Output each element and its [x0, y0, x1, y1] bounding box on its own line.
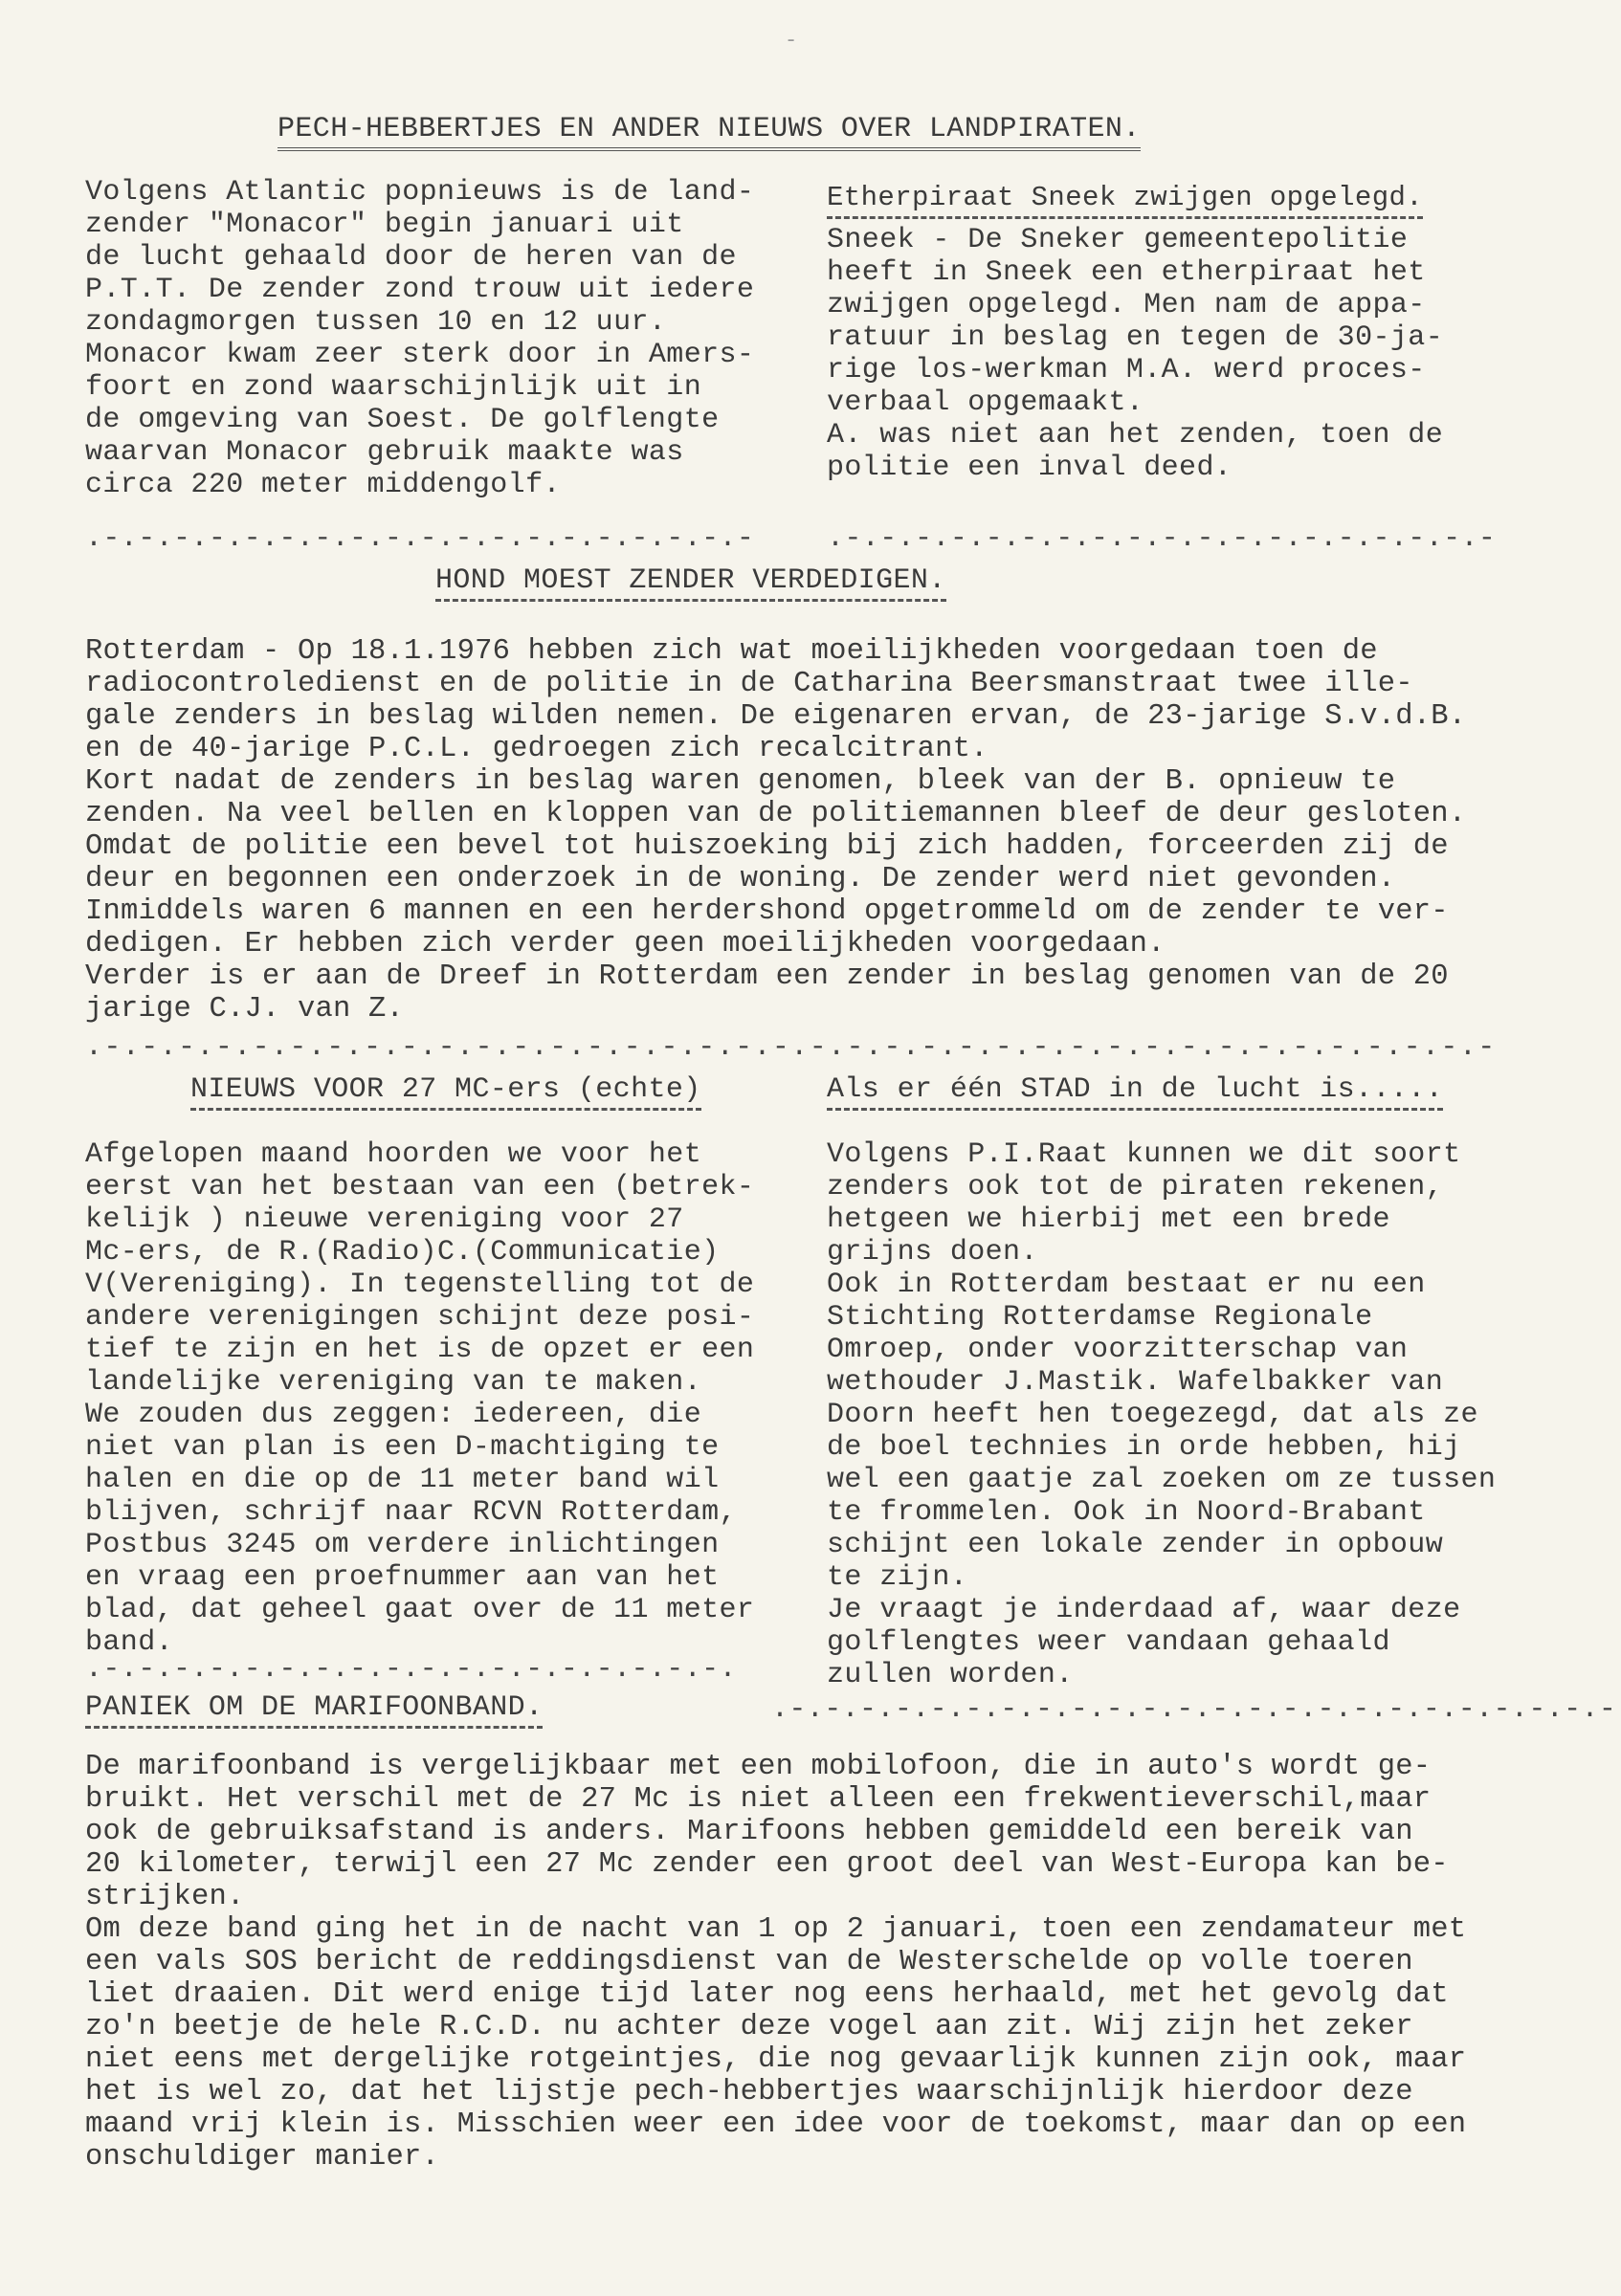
- text-line: De marifoonband is vergelijkbaar met een mobilofoon, die in auto's wordt ge-: [85, 1751, 1432, 1783]
- text-line: dedigen. Er hebben zich verder geen moeilijkheden voorgedaan.: [85, 928, 1166, 960]
- page-mark: -: [785, 29, 798, 53]
- text-line: waarvan Monacor gebruik maakte was: [85, 436, 684, 469]
- text-line: en vraag een proefnummer aan van het: [85, 1561, 720, 1594]
- text-line: band.: [85, 1626, 174, 1659]
- text-line: ook de gebruiksafstand is anders. Marifoons hebben gemiddeld een bereik van: [85, 1816, 1413, 1848]
- text-line: zwijgen opgelegd. Men nam de appa-: [827, 289, 1426, 321]
- text-line: Volgens P.I.Raat kunnen we dit soort: [827, 1138, 1461, 1171]
- text-line: Mc-ers, de R.(Radio)C.(Communicatie): [85, 1236, 720, 1269]
- text-line: P.T.T. De zender zond trouw uit iedere: [85, 274, 755, 306]
- text-line: hetgeen we hierbij met een brede: [827, 1203, 1390, 1236]
- text-line: rige los-werkman M.A. werd proces-: [827, 354, 1426, 386]
- text-line: halen en die op de 11 meter band wil: [85, 1464, 720, 1496]
- text-line: verbaal opgemaakt.: [827, 386, 1144, 419]
- article-stad-heading: Als er één STAD in de lucht is.....: [827, 1073, 1443, 1111]
- article-marifoon-heading: PANIEK OM DE MARIFOONBAND.: [85, 1691, 543, 1729]
- page-title: PECH-HEBBERTJES EN ANDER NIEUWS OVER LANDPIRATEN.: [278, 113, 1141, 151]
- text-line: Ook in Rotterdam bestaat er nu een: [827, 1269, 1426, 1301]
- separator: .-.-.-.-.-.-.-.-.-.-.-.-.-.-.-.-.-.-.-.-.-.-.-.-: [771, 1693, 1617, 1726]
- article-marifoon: [85, 1751, 1466, 2174]
- text-line: deur en begonnen een onderzoek in de woning. De zender werd niet gevonden.: [85, 863, 1396, 895]
- text-line: Stichting Rotterdamse Regionale: [827, 1301, 1373, 1334]
- text-line: strijken.: [85, 1881, 245, 1913]
- text-line: andere verenigingen schijnt deze posi-: [85, 1301, 755, 1334]
- text-line: zullen worden.: [827, 1659, 1074, 1691]
- text-line: Afgelopen maand hoorden we voor het: [85, 1138, 702, 1171]
- text-line: heeft in Sneek een etherpiraat het: [827, 256, 1426, 289]
- text-line: te frommelen. Ook in Noord-Brabant: [827, 1496, 1426, 1529]
- separator: .-.-.-.-.-.-.-.-.-.-.-.-.-.-.-.-.-.-.-.-.-.-.-.-.-.-.-.-.-.-.-.-.-.-.-.-.-.-: [85, 1031, 1497, 1064]
- text-line: Kort nadat de zenders in beslag waren genomen, bleek van der B. opnieuw te: [85, 765, 1396, 798]
- text-line: eerst van het bestaan van een (betrek-: [85, 1171, 755, 1203]
- text-line: zender "Monacor" begin januari uit: [85, 209, 684, 241]
- text-line: liet draaien. Dit werd enige tijd later nog eens herhaald, met het gevolg dat: [85, 1978, 1449, 2011]
- article-27mc-heading: NIEUWS VOOR 27 MC-ers (echte): [190, 1073, 701, 1111]
- article-sneek-heading: Etherpiraat Sneek zwijgen opgelegd.: [827, 182, 1423, 219]
- article-27mc: [85, 1138, 754, 1659]
- text-line: We zouden dus zeggen: iedereen, die: [85, 1399, 702, 1431]
- text-line: zo'n beetje de hele R.C.D. nu achter deze vogel aan zit. Wij zijn het zeker: [85, 2011, 1413, 2043]
- text-line: Om deze band ging het in de nacht van 1 op 2 januari, toen een zendamateur met: [85, 1913, 1467, 1946]
- text-line: circa 220 meter middengolf.: [85, 469, 561, 501]
- text-line: de boel technies in orde hebben, hij: [827, 1431, 1461, 1464]
- text-line: gale zenders in beslag wilden nemen. De eigenaren ervan, de 23-jarige S.v.d.B.: [85, 700, 1467, 733]
- text-line: Doorn heeft hen toegezegd, dat als ze: [827, 1399, 1478, 1431]
- text-line: zenden. Na veel bellen en kloppen van de politiemannen bleef de deur gesloten.: [85, 798, 1467, 830]
- text-line: Omdat de politie een bevel tot huiszoeking bij zich hadden, forceerden zij de: [85, 830, 1449, 863]
- text-line: maand vrij klein is. Misschien weer een idee voor de toekomst, maar dan op een: [85, 2108, 1467, 2141]
- text-line: Verder is er aan de Dreef in Rotterdam een zender in beslag genomen van de 20: [85, 960, 1449, 993]
- text-line: Rotterdam - Op 18.1.1976 hebben zich wat moeilijkheden voorgedaan toen de: [85, 635, 1378, 668]
- text-line: onschuldiger manier.: [85, 2141, 440, 2174]
- text-line: wethouder J.Mastik. Wafelbakker van: [827, 1366, 1444, 1399]
- text-line: tief te zijn en het is de opzet er een: [85, 1334, 755, 1366]
- text-line: niet eens met dergelijke rotgeintjes, die nog gevaarlijk kunnen zijn ook, maar: [85, 2043, 1467, 2076]
- article-sneek: [827, 224, 1443, 484]
- text-line: een vals SOS bericht de reddingsdienst van de Westerschelde op volle toeren: [85, 1946, 1413, 1978]
- text-line: jarige C.J. van Z.: [85, 993, 405, 1026]
- text-line: wel een gaatje zal zoeken om ze tussen: [827, 1464, 1497, 1496]
- text-line: zondagmorgen tussen 10 en 12 uur.: [85, 306, 667, 339]
- text-line: Inmiddels waren 6 mannen en een herdershond opgetrommeld om de zender te ver-: [85, 895, 1449, 928]
- text-line: bruikt. Het verschil met de 27 Mc is niet alleen een frekwentieverschil,maar: [85, 1783, 1432, 1816]
- text-line: te zijn.: [827, 1561, 968, 1594]
- text-line: politie een inval deed.: [827, 452, 1232, 484]
- article-monacor: [85, 176, 754, 501]
- text-line: Postbus 3245 om verdere inlichtingen: [85, 1529, 720, 1561]
- text-line: Sneek - De Sneker gemeentepolitie: [827, 224, 1409, 256]
- separator: .-.-.-.-.-.-.-.-.-.-.-.-.-.-.-.-.-.-.-: [85, 522, 755, 555]
- text-line: foort en zond waarschijnlijk uit in: [85, 371, 702, 404]
- article-hond-heading: HOND MOEST ZENDER VERDEDIGEN.: [435, 564, 946, 602]
- text-line: Volgens Atlantic popnieuws is de land-: [85, 176, 755, 209]
- text-line: 20 kilometer, terwijl een 27 Mc zender een groot deel van West-Europa kan be-: [85, 1848, 1449, 1881]
- text-line: A. was niet aan het zenden, toen de: [827, 419, 1444, 452]
- text-line: blijven, schrijf naar RCVN Rotterdam,: [85, 1496, 737, 1529]
- text-line: en de 40-jarige P.C.L. gedroegen zich recalcitrant.: [85, 733, 988, 765]
- text-line: golflengtes weer vandaan gehaald: [827, 1626, 1390, 1659]
- text-line: de omgeving van Soest. De golflengte: [85, 404, 720, 436]
- text-line: V(Vereniging). In tegenstelling tot de: [85, 1269, 755, 1301]
- text-line: Omroep, onder voorzitterschap van: [827, 1334, 1409, 1366]
- text-line: zenders ook tot de piraten rekenen,: [827, 1171, 1444, 1203]
- text-line: Je vraagt je inderdaad af, waar deze: [827, 1594, 1461, 1626]
- text-line: de lucht gehaald door de heren van de: [85, 241, 737, 274]
- text-line: radiocontroledienst en de politie in de Catharina Beersmanstraat twee ille-: [85, 668, 1413, 700]
- text-line: het is wel zo, dat het lijstje pech-hebbertjes waarschijnlijk hierdoor deze: [85, 2076, 1413, 2108]
- text-line: Monacor kwam zeer sterk door in Amers-: [85, 339, 755, 371]
- article-hond: [85, 635, 1466, 1026]
- text-line: ratuur in beslag en tegen de 30-ja-: [827, 321, 1444, 354]
- text-line: niet van plan is een D-machtiging te: [85, 1431, 720, 1464]
- text-line: blad, dat geheel gaat over de 11 meter: [85, 1594, 755, 1626]
- article-stad: [827, 1138, 1496, 1691]
- text-line: kelijk ) nieuwe vereniging voor 27: [85, 1203, 684, 1236]
- separator: .-.-.-.-.-.-.-.-.-.-.-.-.-.-.-.-.-.-.-: [827, 522, 1497, 555]
- text-line: grijns doen.: [827, 1236, 1038, 1269]
- separator: .-.-.-.-.-.-.-.-.-.-.-.-.-.-.-.-.-.-.: [85, 1653, 737, 1686]
- text-line: landelijke vereniging van te maken.: [85, 1366, 702, 1399]
- text-line: schijnt een lokale zender in opbouw: [827, 1529, 1444, 1561]
